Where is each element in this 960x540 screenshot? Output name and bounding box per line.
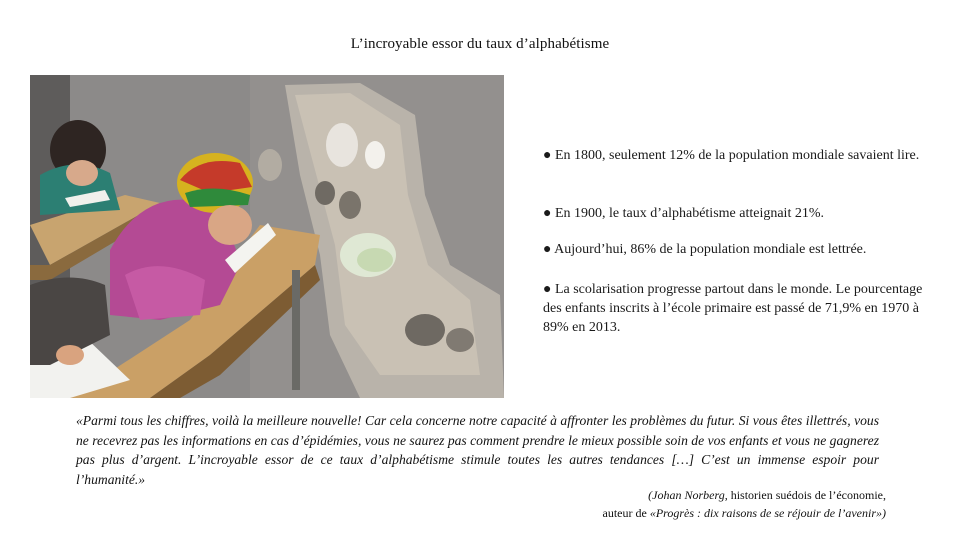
attribution-line-2 xyxy=(466,504,886,522)
attribution-line-1 xyxy=(466,486,886,504)
classroom-photo xyxy=(30,75,504,398)
slide-title: L’incroyable essor du taux d’alphabétisme xyxy=(350,36,610,52)
book-title: «Progrès : dix raisons de se réjouir de l’avenir») xyxy=(649,506,886,520)
fact-schooling: ● La scolarisation progresse partout dans le monde. Le pourcentage des enfants inscrits à l’école primaire est passé de 71,9% en 1970 à 89% en 2013. xyxy=(543,282,923,335)
author-role: historien suédois de l’économie, xyxy=(727,488,886,502)
fact-1800: ● En 1800, seulement 12% de la population mondiale savaient lire. xyxy=(543,148,920,163)
quote-text: «Parmi tous les chiffres, voilà la meilleure nouvelle! Car cela concerne notre capacité à affronter les problèmes du futur. Si vous êtes illettrés, vous ne recevrez pas les informations en cas d’épidémies, vous ne saurez pas comment prendre le mieux possible soin de vos enfants et vous ne gagnerez pas plus d’argent. L’incroyable essor de ce taux d’alphabétisme stimule toutes les autres tendances […] C’est un immense espoir pour l’humanité.» xyxy=(76,413,879,487)
fact-today: ● Aujourd’hui, 86% de la population mondiale est lettrée. xyxy=(543,242,867,257)
quote-attribution xyxy=(466,486,886,522)
author-name: (Johan Norberg, xyxy=(648,488,728,502)
fact-1900: ● En 1900, le taux d’alphabétisme atteignait 21%. xyxy=(543,206,824,221)
book-prefix: auteur de xyxy=(602,506,650,520)
